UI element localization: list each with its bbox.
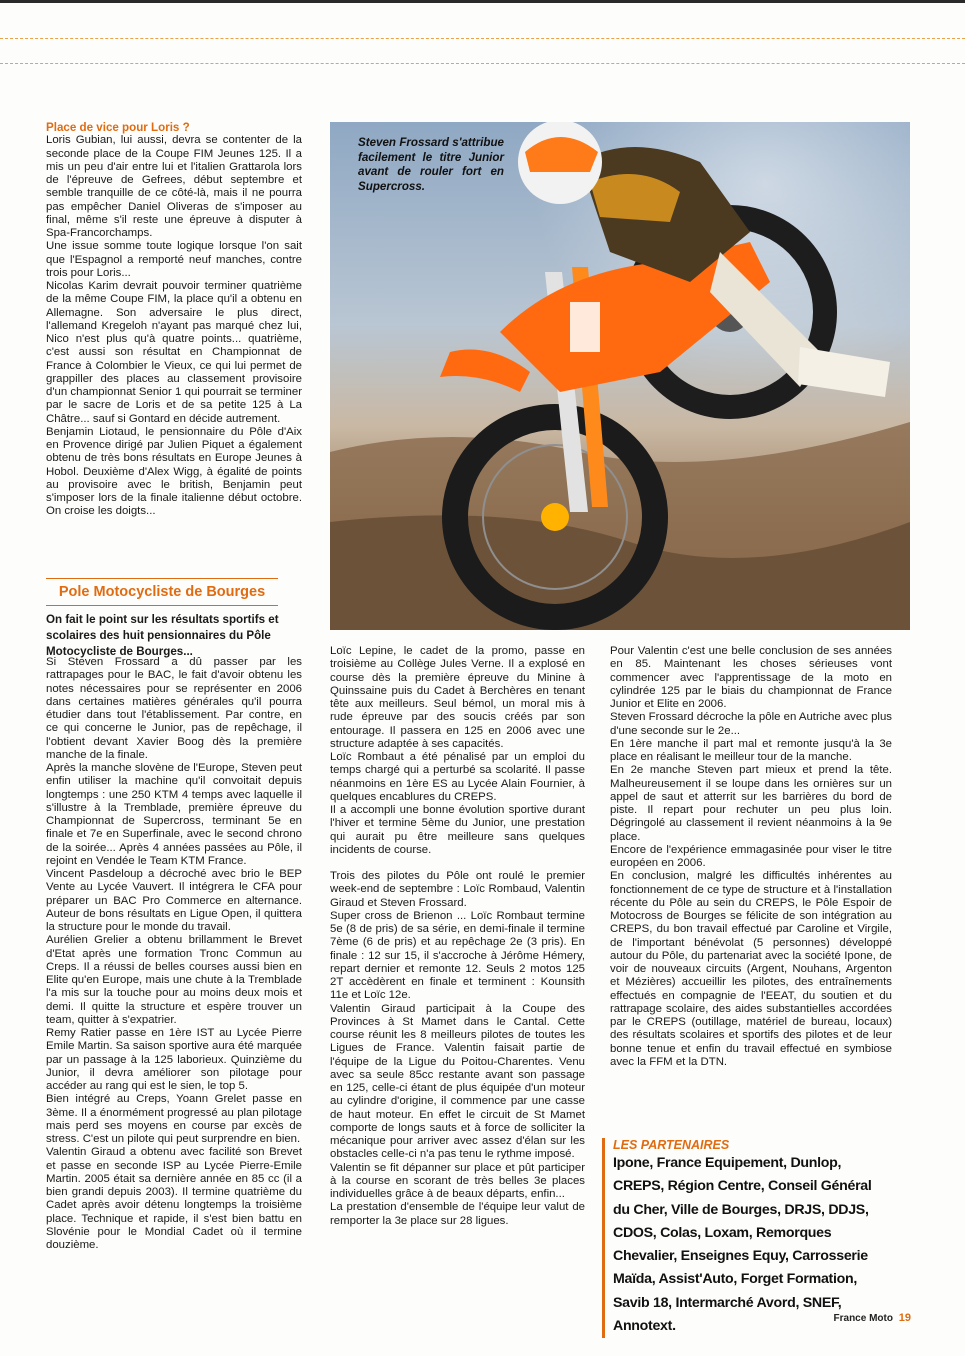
article-column-intro [46,121,302,519]
dotted-rule-top [0,38,965,39]
paragraph: Loïc Rombaut a été pénalisé par un emploi du temps chargé qui a perturbé sa scolarité. Il passe néanmoins en 1ère ES au Lycée Alain Fournier, à quelques encablures du CREPS. [330,751,585,803]
paragraph: Remy Ratier passe en 1ère IST au Lycée Pierre Emile Martin. Sa saison sportive aura été marquée par un passage à la 125 laborieux. Quinzième du Junior, il devra améliorer son pilotage pour accéder au rang qui est le sien, le top 5. [46,1027,302,1092]
partners-box [602,1138,883,1338]
paragraph: Trois des pilotes du Pôle ont roulé le premier week-end de septembre : Loïc Rombaud, Valentin Giraud et Steven Frossard. [330,870,585,909]
page-footer [834,1312,911,1324]
partners-list: Ipone, France Equipement, Dunlop, CREPS, Région Centre, Conseil Général du Cher, Ville de Bourges, DRJS, DDJS, CDOS, Colas, Loxam, Remorques Chevalier, Enseignes Equy, Carrosserie Maïda, Assist'Auto, Forget Formation, Savib 18, Intermarché Avord, SNEF, Annotext. [613,1155,872,1335]
paragraph: Il a accompli une bonne évolution sportive durant l'hiver et termine 5ème du Junior, une prestation qui aurait pu être meilleure sans quelques incidents de course. [330,804,585,856]
motocross-rider-illustration [330,122,910,630]
paragraph: Valentin se fit dépanner sur place et pût participer à la course en scorant de très belles 3e places individuelles grâce à de beaux départs, enfin... [330,1161,585,1200]
photo-caption: Steven Frossard s'attribue facilement le titre Junior avant de rouler fort en Supercross. [358,136,504,193]
paragraph: En 1ère manche il part mal et remonte jusqu'à la 3e place en réalisant le meilleur tour de la manche. [610,737,892,763]
paragraph: Aurélien Grelier a obtenu brillamment le Brevet d'Etat après une formation Tronc Commun au Creps. Il a réussi de belles courses aussi bien en Elite qu'en Europe, mais une chute à la Tremblade l'a mis sur la touche pour au moins deux mois et demi. Il quitte la structure et espère trouver un team, quitter à s'expatrier. [46,934,302,1026]
paragraph: Steven Frossard décroche la pôle en Autriche avec plus d'une seconde sur le 2e... [610,711,892,737]
paragraph: Benjamin Liotaud, le pensionnaire du Pôle d'Aix en Provence dirigé par Julien Piquet a également obtenu de très bons résultats en Europe Jeunes à Hobol. Deuxième d'Alex Wigg, à égalité de points au provisoire avec le british, Benjamin peut s'imposer lors de la finale italienne début octobre. On croise les doigts... [46,425,302,518]
paragraph: Loïc Lepine, le cadet de la promo, passe en troisième au Collège Jules Verne. Il a explosé en course dès la première épreuve du Minine à Quinssaine puis du Cadet à Berchères en tenant tête aux meilleurs. Seul bémol, un moral mis à rude épreuve par des soucis créés par son entourage. Il passera en 125 en 2006 avec une structure adaptée à ses capacités. [330,645,585,750]
section-title: Pole Motocycliste de Bourges [58,584,266,600]
article-column-b [330,645,585,1228]
section-intro: On fait le point sur les résultats sportifs et scolaires des huit pensionnaires du Pôle Motocycliste de Bourges... [46,613,279,658]
paragraph: Encore de l'expérience emmagasinée pour viser le titre européen en 2006. [610,843,892,869]
top-rule [0,0,965,3]
paragraph: Super cross de Brienon ... Loïc Rombaut termine 5e (8 de pris) de sa série, en demi-finale il termine 7ème (6 de pris) et au repêchage 2e (3 pris). En finale : 12 sur 15, il s'accroche à Jérôme Hémery, repart dernier et remonte 12. Seuls 2 motos 125 2T accèdèrent en finale et terminent : Kounsith 11e et Loïc 12e. [330,909,585,1002]
paragraph: Après la manche slovène de l'Europe, Steven peut enfin utiliser la machine qu'il convoitait depuis longtemps : une 250 KTM 4 temps avec laquelle il s'illustre à la Tremblade, première épreuve du Championnat de Supercross, terminant 5e en finale et 7e en Superfinale, avec le second chrono de la soirée... Après 4 années passées au Pôle, il rejoint en Vendée le Team KTM France. [46,762,302,867]
paragraph: Une issue somme toute logique lorsque l'on sait que l'Espagnol a remporté neuf manches, contre trois pour Loris... [46,240,302,279]
partners-title: LES PARTENAIRES [613,1138,730,1152]
paragraph: Nicolas Karim devrait pouvoir terminer quatrième de la même Coupe FIM, la place qu'il a obtenu en Allemagne. Son adversaire le plus direct, l'allemand Kregeloh n'ayant pas marqué chez lui, Nico n'est plus qu'à quatre points... quatrième, c'est aussi son résultat en Championnat de France à Colombier le Vieux, ce qui lui permet de grappiller des places au classement provisoire d'un championnat Senior 1 qui pourrait se terminer par le sacre de Loris et de sa petite 125 à La Châtre... sauf si Gontard en décide autrement. [46,280,302,425]
motocross-photo [330,122,910,630]
paragraph: En conclusion, malgré les difficultés inhérentes au fonctionnement de ce type de structure et à l'installation récente du Pôle au sein du CREPS, le Pôle Espoir de Motocross de Bourges se félicite de son intégration au CREPS, du bon travail effectué par Caroline et Virgile, de l'important bénévolat (5 personnes) développé autour du Pôle, du partenariat avec la société Ipone, de voir de nouveaux circuits (Argent, Nouhans, Argenton et Mézières) accueillir les pilotes, des entraînements effectués en compagnie de l'EEAT, du soutien et du rattrapage scolaire, des aides substantielles accordées par le CREPS (outillage, matériel de bureau, locaux) des résultats scolaires et sportifs des pilotes et de leur bonne tenue et enfin du travail effectué en symbiose avec la FFM et la DTN. [610,870,892,1068]
paragraph: En 2e manche Steven part mieux et prend la tête. Malheureusement il se loupe dans les ornières sur un appel de saut et atterrit sur les barrières du bord de piste. Il repart pour rechuter un peu plus loin. Dégringolé au classement il revient néanmoins à la 9e place. [610,764,892,843]
section-title-box [46,578,278,606]
magazine-name: France Moto [833,1313,893,1324]
article-column-a [46,656,302,1252]
paragraph: Si Steven Frossard a dû passer par les rattrapages pour le BAC, le fait d'avoir obtenu les notes nécessaires pour se représenter en 2006 dans certaines matières générales qu'il pourra étudier dans tout l'établissement. Par contre, en ce qui concerne le Junior, pas de repêchage, il l'obtient devant Xavier Boog dès la première manche de la finale. [46,656,302,761]
paragraph: Loris Gubian, lui aussi, devra se contenter de la seconde place de la Coupe FIM Jeunes 125. Il a mis un peu d'air entre lui et l'italien Grattarola lors de l'épreuve de Gefrees, début septembre et semble tranquille de ce côté-là, mais il ne pourra pas empêcher Daniel Oliveras de s'imposer au final, même s'il reste une épreuve à disputer à Spa-Francorchamps. [46,134,302,239]
paragraph: La prestation d'ensemble de l'équipe leur valut de remporter la 3e place sur 28 ligues. [330,1201,585,1227]
page-number: 19 [898,1312,911,1324]
paragraph: Pour Valentin c'est une belle conclusion de ses années en 85. Maintenant les choses sérieuses vont commencer avec l'apprentissage de la moto en cylindrée 125 par le biais du championnat de France Junior et Elite en 2006. [610,645,892,710]
subhead-loris: Place de vice pour Loris ? [46,121,190,134]
paragraph: Bien intégré au Creps, Yoann Grelet passe en 3ème. Il a énormément progressé au plan pilotage mais perd ses moyens en course par excès de stress. C'est un pilote qui peut surprendre en bien. [46,1093,302,1145]
paragraph: Valentin Giraud participait à la Coupe des Provinces à St Mamet dans le Cantal. Cette course réunit les 8 meilleurs pilotes de toutes les Ligues de France. Valentin faisait partie de l'équipe de la Ligue du Poitou-Charentes. Venu avec sa seule 85cc restante avant son passage en 125, celle-ci étant de plus équipée d'un moteur au cylindre d'origine, il commence par une casse de haut moteur. En effet le circuit de St Mamet comporte de longs sauts et à force de solliciter la mécanique pour arriver avec assez d'élan sur les obstacles celle-ci n'a pas tenu le rythme imposé. [330,1002,585,1161]
dotted-rule-second [0,63,965,64]
paragraph-spacer [330,857,585,870]
paragraph: Valentin Giraud a obtenu avec facilité son Brevet et passe en seconde ISP au Lycée Pierre-Emile Martin. 2005 était sa dernière année en 85 cc (il a bien grandi depuis 2003). Il termine quatrième du Cadet après avoir détenu longtemps la troisième place. Technique et rapide, il s'est bien battu en Slovénie pour le Mondial Cadet où il termine douzième. [46,1146,302,1251]
article-column-c [610,645,892,1069]
paragraph: Vincent Pasdeloup a décroché avec brio le BEP Vente au Lycée Vauvert. Il intégrera le CFA pour préparer un BAC Pro Commerce en alternance. Auteur de bons résultats en Ligue Open, il quittera la structure pour le monde du travail. [46,868,302,933]
